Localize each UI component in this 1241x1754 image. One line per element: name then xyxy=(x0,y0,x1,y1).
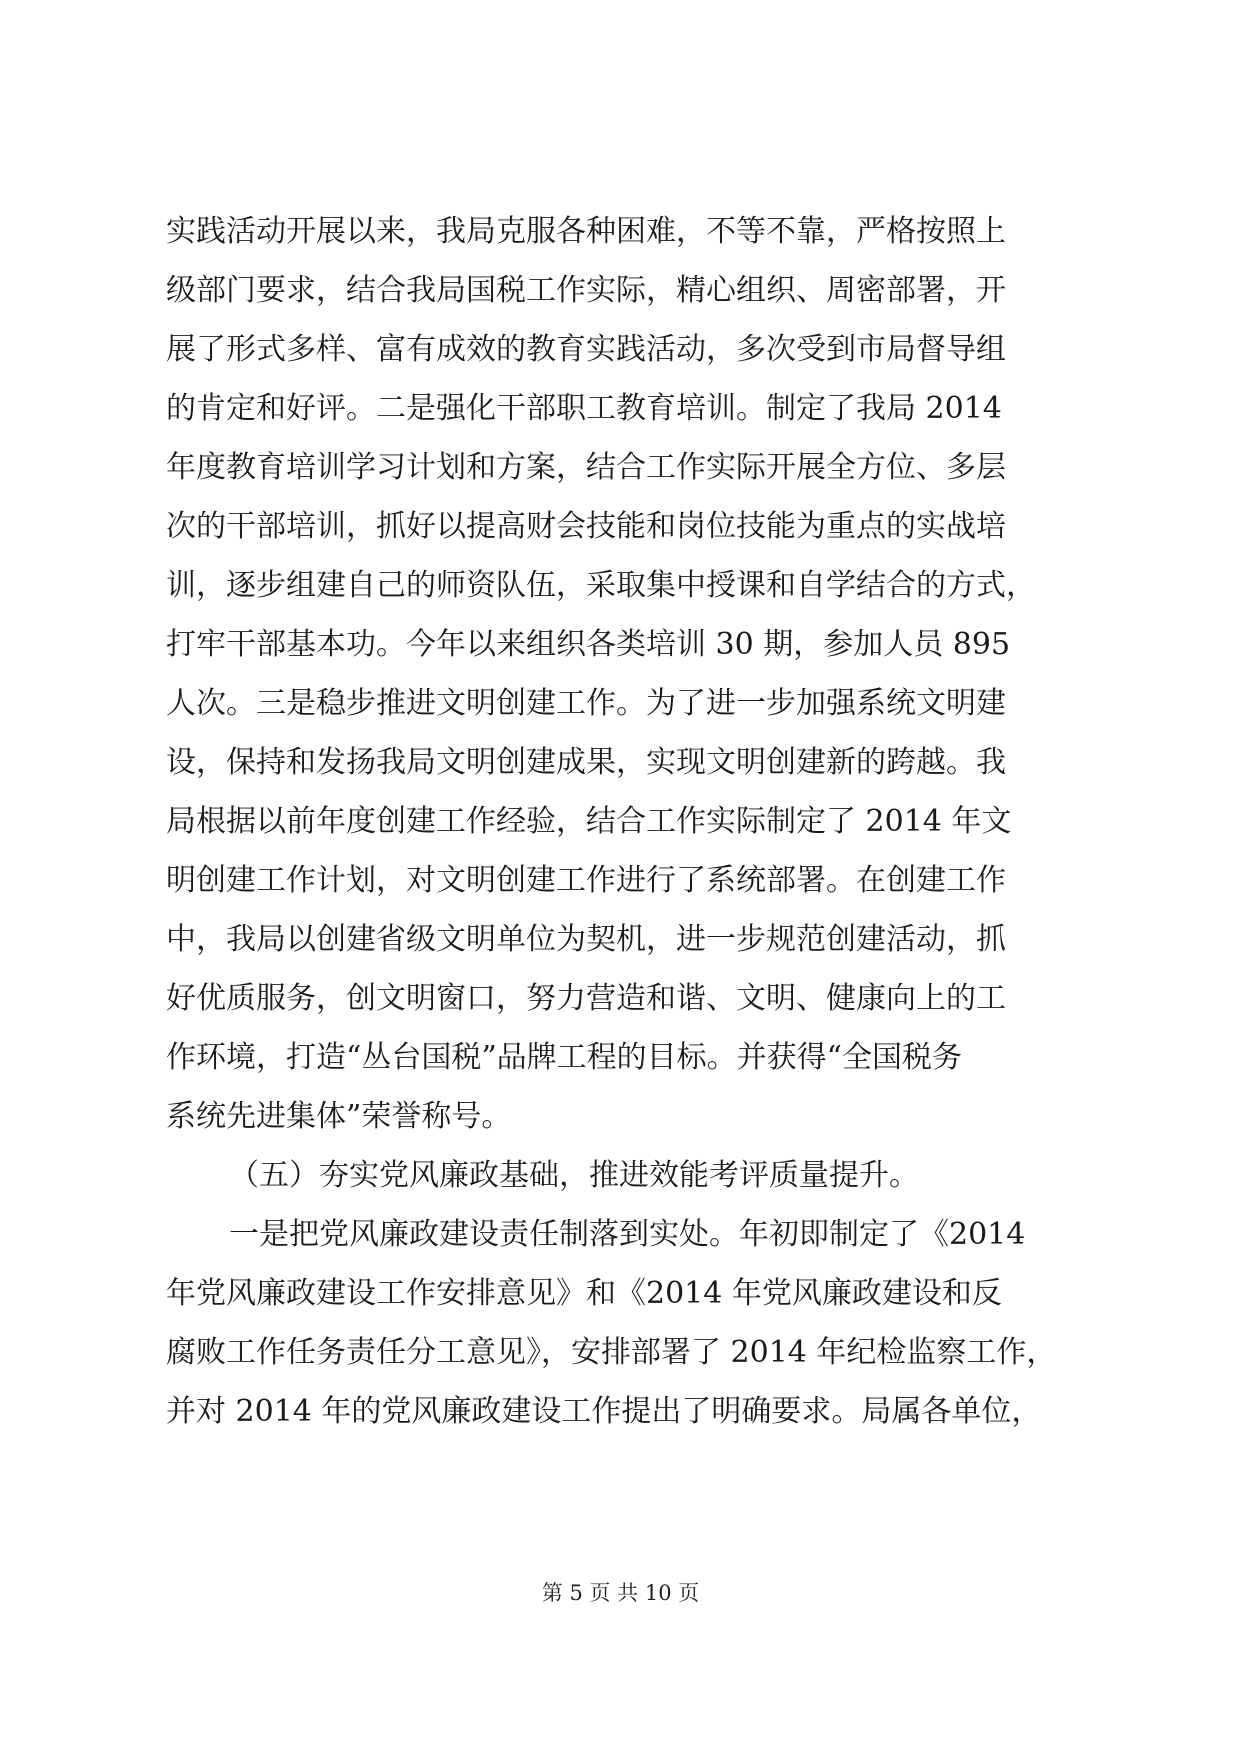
text-line: 中，我局以创建省级文明单位为契机，进一步规范创建活动，抓 xyxy=(166,922,1006,957)
text-line: 年度教育培训学习计划和方案，结合工作实际开展全方位、多层 xyxy=(166,450,1006,485)
section-heading: （五）夯实党风廉政基础，推进效能考评质量提升。 xyxy=(229,1158,919,1193)
text-line: 局根据以前年度创建工作经验，结合工作实际制定了 2014 年文 xyxy=(166,804,1012,839)
text-line: 的肯定和好评。二是强化干部职工教育培训。制定了我局 2014 xyxy=(166,391,1002,426)
text-line: 设，保持和发扬我局文明创建成果，实现文明创建新的跨越。我 xyxy=(166,745,1006,780)
text-line: 打牢干部基本功。今年以来组织各类培训 30 期，参加人员 895 xyxy=(166,627,1011,662)
text-line: 腐败工作任务责任分工意见》，安排部署了 2014 年纪检监察工作， xyxy=(166,1335,1057,1370)
text-line: 明创建工作计划，对文明创建工作进行了系统部署。在创建工作 xyxy=(166,863,1006,898)
text-line: 展了形式多样、富有成效的教育实践活动，多次受到市局督导组 xyxy=(166,332,1006,367)
text-line: 系统先进集体”荣誉称号。 xyxy=(166,1099,512,1134)
text-line: 实践活动开展以来，我局克服各种困难，不等不靠，严格按照上 xyxy=(166,214,1006,249)
text-line: 作环境，打造“丛台国税”品牌工程的目标。并获得“全国税务 xyxy=(166,1040,963,1075)
text-line: 级部门要求，结合我局国税工作实际，精心组织、周密部署，开 xyxy=(166,273,1006,308)
text-line: 年党风廉政建设工作安排意见》和《2014 年党风廉政建设和反 xyxy=(166,1276,1002,1311)
page-number: 第 5 页 共 10 页 xyxy=(541,1581,700,1605)
text-line: 好优质服务，创文明窗口，努力营造和谐、文明、健康向上的工 xyxy=(166,981,1006,1016)
text-line: 人次。三是稳步推进文明创建工作。为了进一步加强系统文明建 xyxy=(166,686,1006,721)
text-line: 训，逐步组建自己的师资队伍，采取集中授课和自学结合的方式， xyxy=(166,568,1036,603)
text-line: 并对 2014 年的党风廉政建设工作提出了明确要求。局属各单位， xyxy=(166,1394,1042,1429)
text-line: 次的干部培训，抓好以提高财会技能和岗位技能为重点的实战培 xyxy=(166,509,1006,544)
paragraph-first-line: 一是把党风廉政建设责任制落到实处。年初即制定了《2014 xyxy=(229,1217,1026,1252)
